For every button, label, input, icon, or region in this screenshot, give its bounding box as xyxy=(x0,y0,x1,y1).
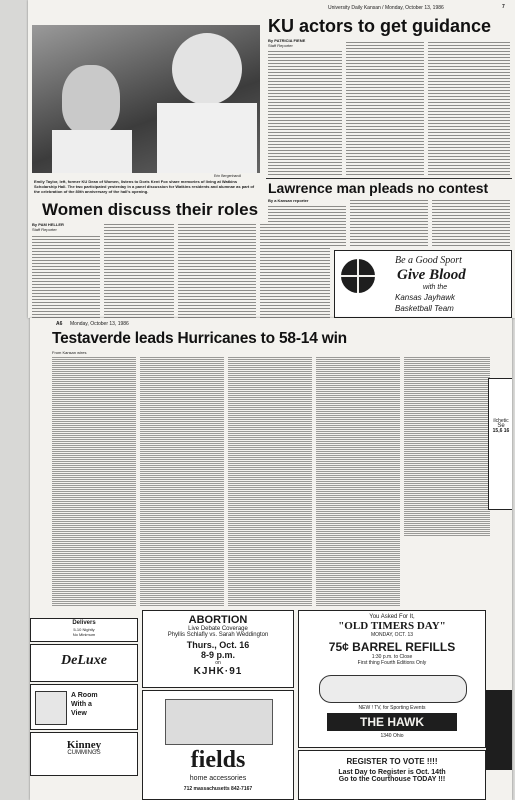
bottom-page-label: A6 xyxy=(56,321,63,327)
photo-credit: Erin Bergenhandl xyxy=(214,174,242,178)
window-icon xyxy=(35,691,67,725)
blood-ad-line4: Kansas Jayhawk xyxy=(395,293,456,302)
headline-testaverde: Testaverde leads Hurricanes to 58-14 win xyxy=(52,330,347,347)
byline-actors-title: Staff Reporter xyxy=(268,43,293,48)
right-edge-dark-ad xyxy=(486,690,512,770)
abortion-debate-ad: ABORTION Live Debate Coverage Phyllis Schlafly vs. Sarah Weddington Thurs., Oct. 16 8-9 p.m. on KJHK·91 xyxy=(142,610,294,688)
photo-figure-right-body xyxy=(157,103,257,173)
lawrence-col-1 xyxy=(268,204,346,246)
byline-actors: By PATRICIA FIENE xyxy=(268,38,306,43)
deluxe-ad: DeLuxe xyxy=(30,644,138,682)
headline-lawrence-man: Lawrence man pleads no contest xyxy=(268,180,489,196)
the-hawk-logo: THE HAWK xyxy=(327,713,457,731)
women-col-3 xyxy=(178,222,256,318)
headline-ku-actors: KU actors to get guidance xyxy=(268,16,492,36)
women-col-2 xyxy=(104,222,174,318)
actors-col-3 xyxy=(428,40,510,175)
blood-ad-line1: Be a Good Sport xyxy=(395,255,462,266)
bottom-page xyxy=(30,318,512,800)
blood-ad-line5: Basketball Team xyxy=(395,304,454,313)
blood-ad-line3: with the xyxy=(423,284,448,291)
actors-col-2 xyxy=(346,40,424,175)
photo-figure-left xyxy=(62,65,120,135)
room-view-ad xyxy=(30,684,138,730)
byline-women: By PAM HELLER xyxy=(32,222,64,227)
kjhk-logo: KJHK·91 xyxy=(193,666,243,677)
photo-figure-left-body xyxy=(52,130,132,173)
top-page xyxy=(28,0,515,318)
top-folio: University Daily Kansan / Monday, October 13, 1986 xyxy=(328,5,444,11)
story-col-5 xyxy=(404,356,490,536)
basketball-icon xyxy=(341,259,375,293)
register-to-vote-ad: REGISTER TO VOTE !!!! Last Day to Register is Oct. 14th Go to the Courthouse TODAY !!! xyxy=(298,750,486,800)
chair-illustration xyxy=(165,699,273,745)
bottom-folio: Monday, October 13, 1986 xyxy=(70,321,129,327)
blood-ad-line2: Give Blood xyxy=(397,267,466,283)
news-photo xyxy=(32,25,260,173)
headline-women-discuss: Women discuss their roles xyxy=(42,200,259,219)
byline-lawrence: By a Kansan reporter xyxy=(268,198,309,203)
right-edge-ad: ilchetic Se 15,6 16 xyxy=(488,378,512,510)
byline-women-title: Staff Reporter xyxy=(32,227,57,232)
delivers-ad: Delivers 5-10 Nightly No Minimum xyxy=(30,618,138,642)
photo-figure-right xyxy=(172,33,242,105)
story-col-2 xyxy=(140,356,224,606)
story-col-3 xyxy=(228,356,312,606)
oval-box xyxy=(319,675,467,703)
kinney-ad: Kinney CUMMINGS xyxy=(30,732,138,776)
lawrence-col-3 xyxy=(432,198,510,246)
top-page-number: 7 xyxy=(502,4,505,10)
rule xyxy=(266,178,512,179)
women-col-1 xyxy=(32,234,100,318)
story-col-4 xyxy=(316,356,400,606)
old-timers-day-ad: You Asked For It, "OLD TIMERS DAY" MONDAY, OCT. 13 75¢ BARREL REFILLS 1:30 p.m. to Close First thing Fourth Editions Only NEW ! TV, for Sporting Events THE HAWK 1340 Ohio xyxy=(298,610,486,748)
room-view-text: A Room With a View xyxy=(71,692,98,717)
photo-caption: Emily Taylor, left, former KU Dean of Women, listens to Doris Kent Fox share memories of living at Watkins Scholarship Hall. The two participated yesterday in a panel discussion for Watkins residents and alumnae as part of the celebration of the 80th anniversary of the hall's opening. xyxy=(34,179,255,194)
story-col-1 xyxy=(52,356,136,606)
fields-ad: fields home accessories 712 massachusetts 842-7167 xyxy=(142,690,294,800)
actors-col-1 xyxy=(268,49,342,175)
blood-drive-ad xyxy=(334,250,512,318)
wire-credit: From Kansan wires xyxy=(52,350,87,355)
lawrence-col-2 xyxy=(350,198,428,246)
